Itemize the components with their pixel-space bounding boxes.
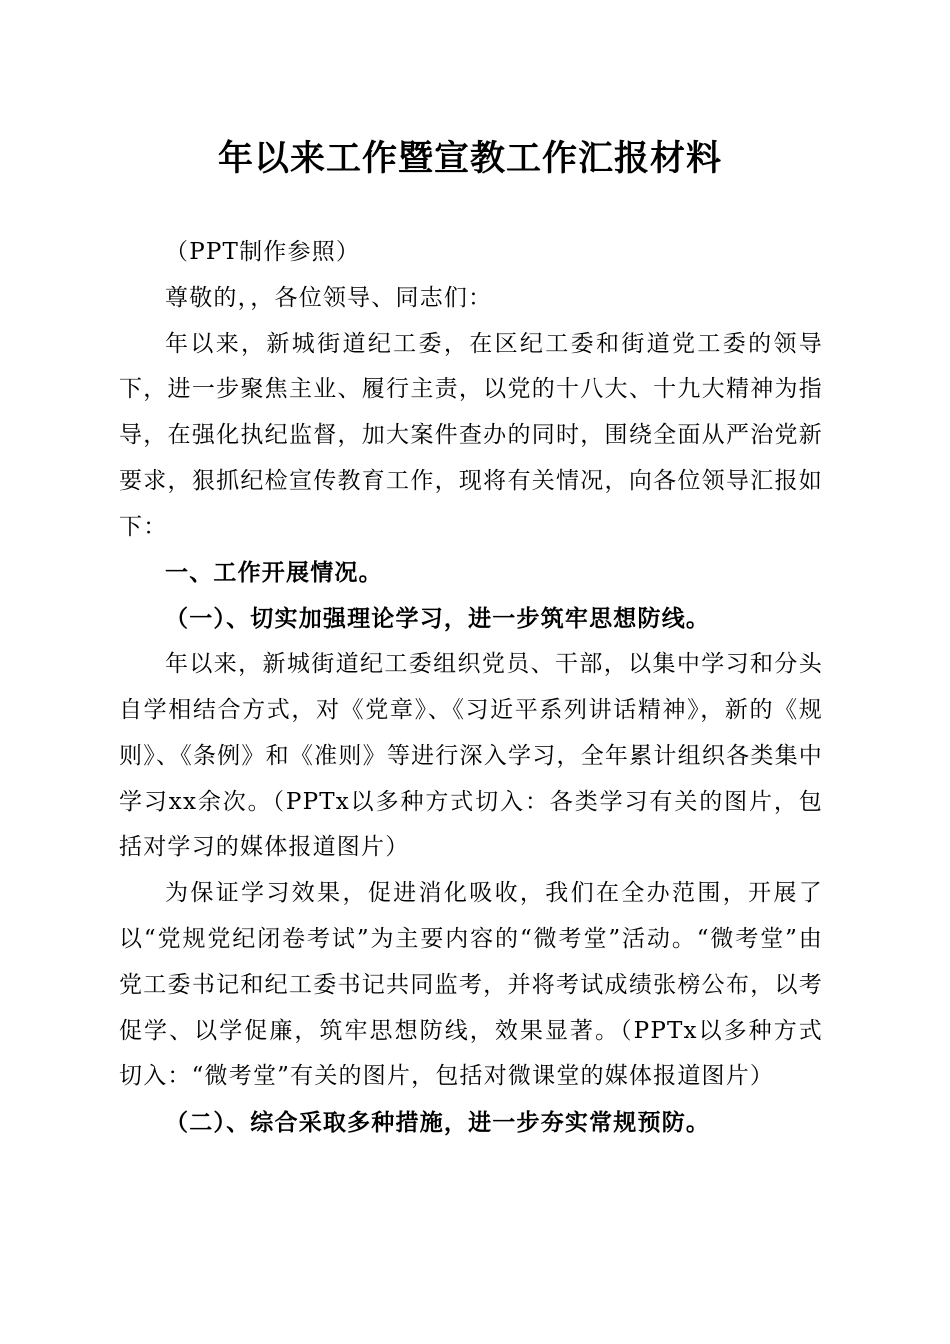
section-heading-1: 一、工作开展情况。	[165, 559, 383, 586]
ppt-note: （PPT制作参照）	[165, 239, 361, 265]
exam-paragraph: 为保证学习效果，促进消化吸收，我们在全办范围，开展了以“党规党纪闭卷考试”为主要内容的“微考堂”活动。“微考堂”由党工委书记和纪工委书记共同监考，并将考试成绩张榜公布，以考促学、以学促廉，筑牢思想防线，效果显著。（PPTx以多种方式切入：“微考堂”有关的图片，包括对微课堂的媒体报道图片）	[119, 880, 823, 1090]
document-title: 年以来工作暨宣教工作汇报材料	[217, 139, 722, 179]
salutation: 尊敬的，，各位领导、同志们：	[165, 284, 493, 311]
subsection-heading-2: （二）、综合采取多种措施，进一步夯实常规预防。	[165, 1109, 711, 1137]
intro-paragraph: 年以来，新城街道纪工委，在区纪工委和街道党工委的领导下，进一步聚焦主业、履行主责，以党的十八大、十九大精神为指导，在强化执纪监督，加大案件查办的同时，围绕全面从严治党新要求，狠抓纪检宣传教育工作，现将有关情况，向各位领导汇报如下：	[119, 330, 823, 540]
document-body	[119, 230, 823, 1146]
study-paragraph: 年以来，新城街道纪工委组织党员、干部，以集中学习和分头自学相结合方式，对《党章》、《习近平系列讲话精神》，新的《规则》、《条例》和《准则》等进行深入学习，全年累计组织各类集中学习xx余次。（PPTx以多种方式切入：各类学习有关的图片，包括对学习的媒体报道图片）	[119, 651, 823, 861]
subsection-heading-1: （一）、切实加强理论学习，进一步筑牢思想防线。	[165, 605, 711, 633]
